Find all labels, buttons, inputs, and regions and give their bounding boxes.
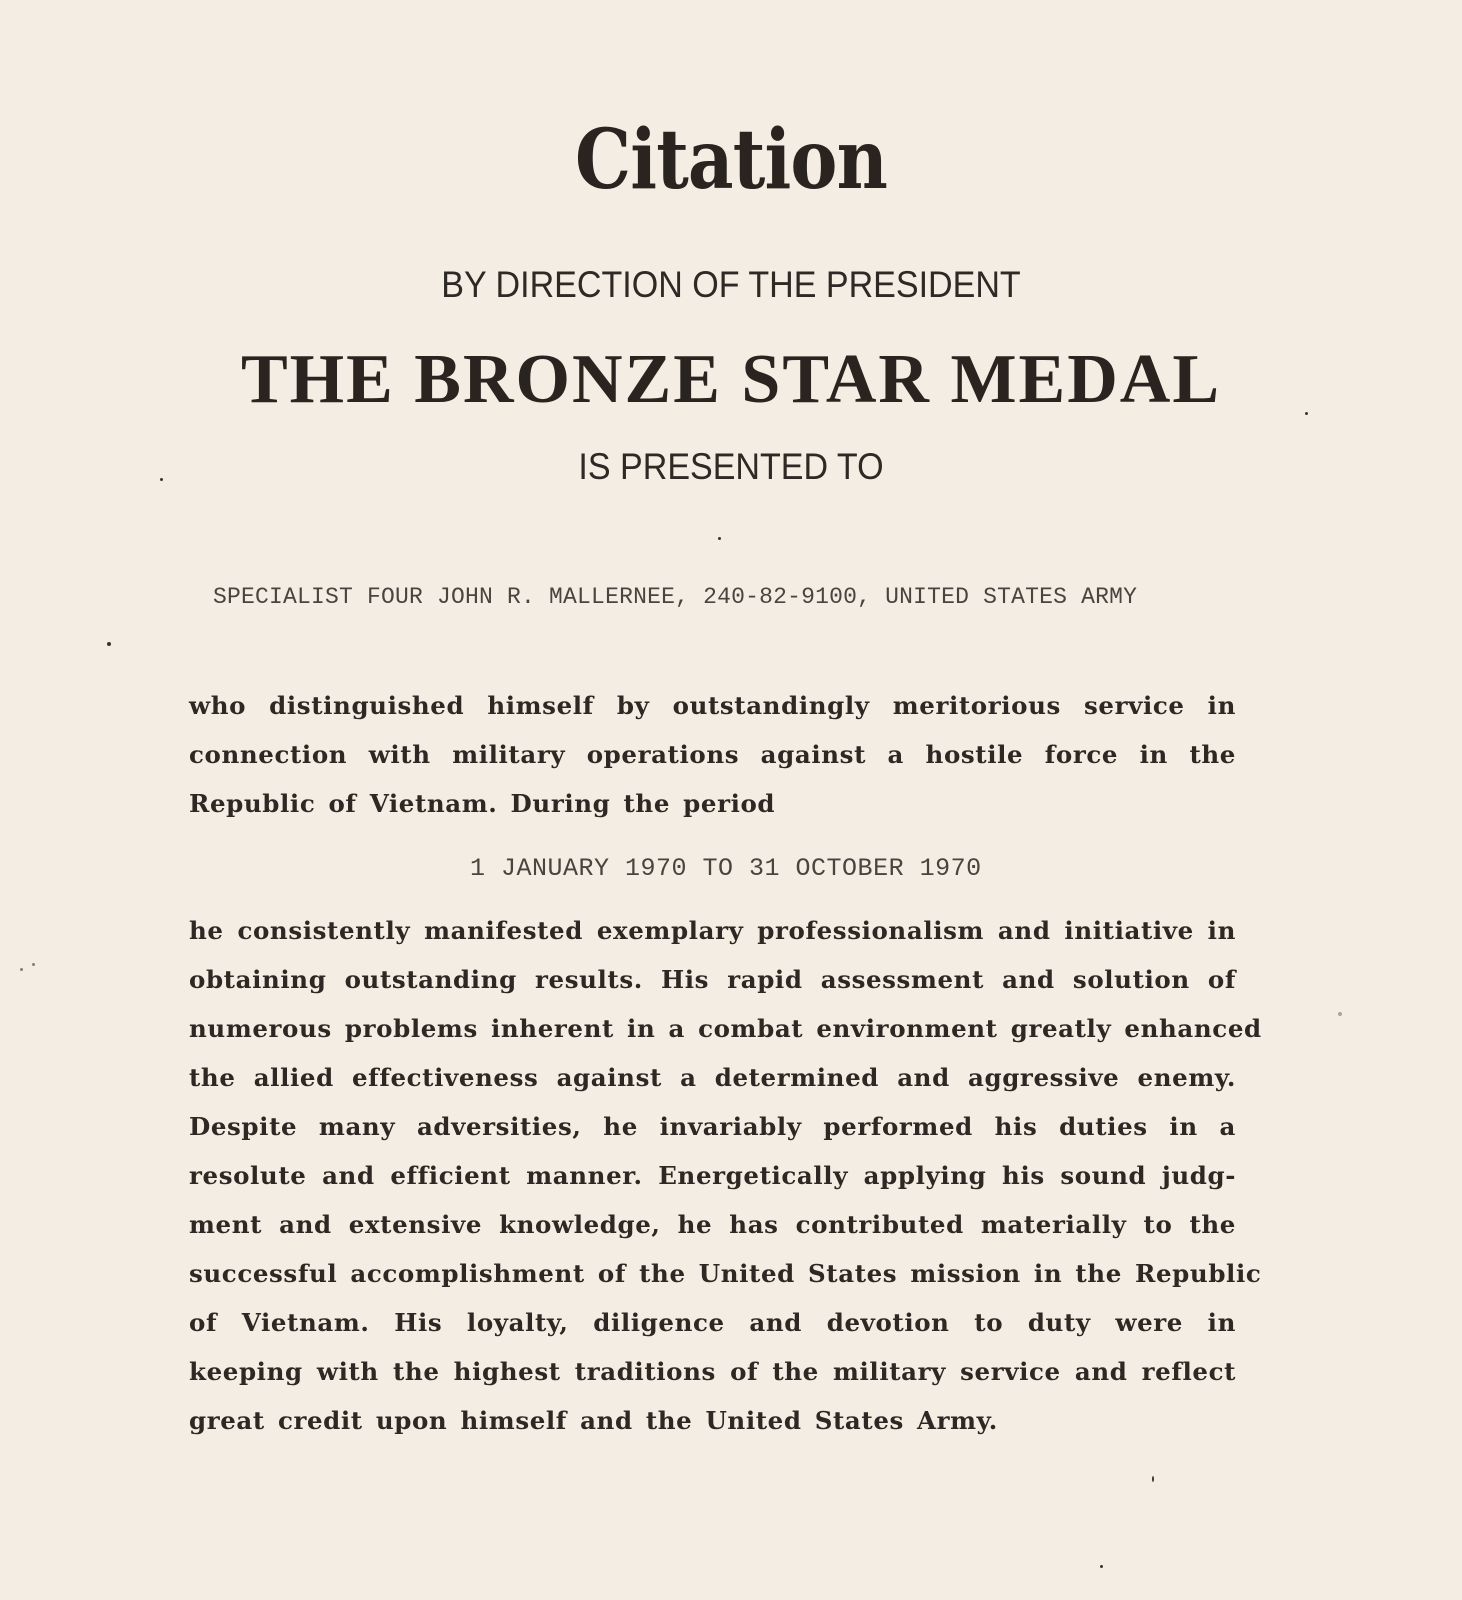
- service-period: 1 JANUARY 1970 TO 31 OCTOBER 1970: [470, 854, 982, 883]
- paragraph-line: keeping with the highest traditions of the military service and reflect: [189, 1357, 1236, 1386]
- paragraph-line: ment and extensive knowledge, he has contributed materially to the: [189, 1210, 1236, 1239]
- paragraph-line: Despite many adversities, he invariably performed his duties in a: [189, 1112, 1236, 1141]
- paragraph-line: obtaining outstanding results. His rapid assessment and solution of: [189, 965, 1236, 994]
- citation-title: Citation: [575, 112, 887, 208]
- recipient-line: SPECIALIST FOUR JOHN R. MALLERNEE, 240-82-9100, UNITED STATES ARMY: [213, 584, 1138, 610]
- direction-line: BY DIRECTION OF THE PRESIDENT: [441, 264, 1021, 305]
- paragraph-line: he consistently manifested exemplary professionalism and initiative in: [189, 916, 1236, 945]
- paper-speck: [32, 963, 35, 966]
- paper-speck: [1152, 1476, 1154, 1482]
- paper-speck: [1338, 1012, 1342, 1016]
- paragraph-line: the allied effectiveness against a determined and aggressive enemy.: [189, 1063, 1236, 1092]
- paper-speck: [1305, 412, 1308, 415]
- paper-speck: [1100, 1565, 1103, 1568]
- paragraph-line: great credit upon himself and the United States Army.: [189, 1406, 998, 1435]
- paper-speck: [718, 537, 721, 540]
- medal-name: THE BRONZE STAR MEDAL: [240, 341, 1222, 418]
- paragraph-line: who distinguished himself by outstandingly meritorious service in: [189, 691, 1236, 720]
- citation-paragraph-2: [189, 906, 1262, 1445]
- paragraph-line: connection with military operations against a hostile force in the: [189, 740, 1236, 769]
- paragraph-line: Republic of Vietnam. During the period: [189, 789, 776, 818]
- paragraph-line: numerous problems inherent in a combat environment greatly enhanced: [189, 1014, 1262, 1043]
- paragraph-line: of Vietnam. His loyalty, diligence and devotion to duty were in: [189, 1308, 1236, 1337]
- citation-paragraph-1: [189, 681, 1236, 828]
- paragraph-line: successful accomplishment of the United States mission in the Republic: [189, 1259, 1262, 1288]
- presented-line: IS PRESENTED TO: [578, 446, 884, 487]
- paper-speck: [160, 478, 163, 481]
- paper-speck: [20, 968, 23, 971]
- paragraph-line: resolute and efficient manner. Energetically applying his sound judg-: [189, 1161, 1236, 1190]
- paper-speck: [107, 642, 111, 646]
